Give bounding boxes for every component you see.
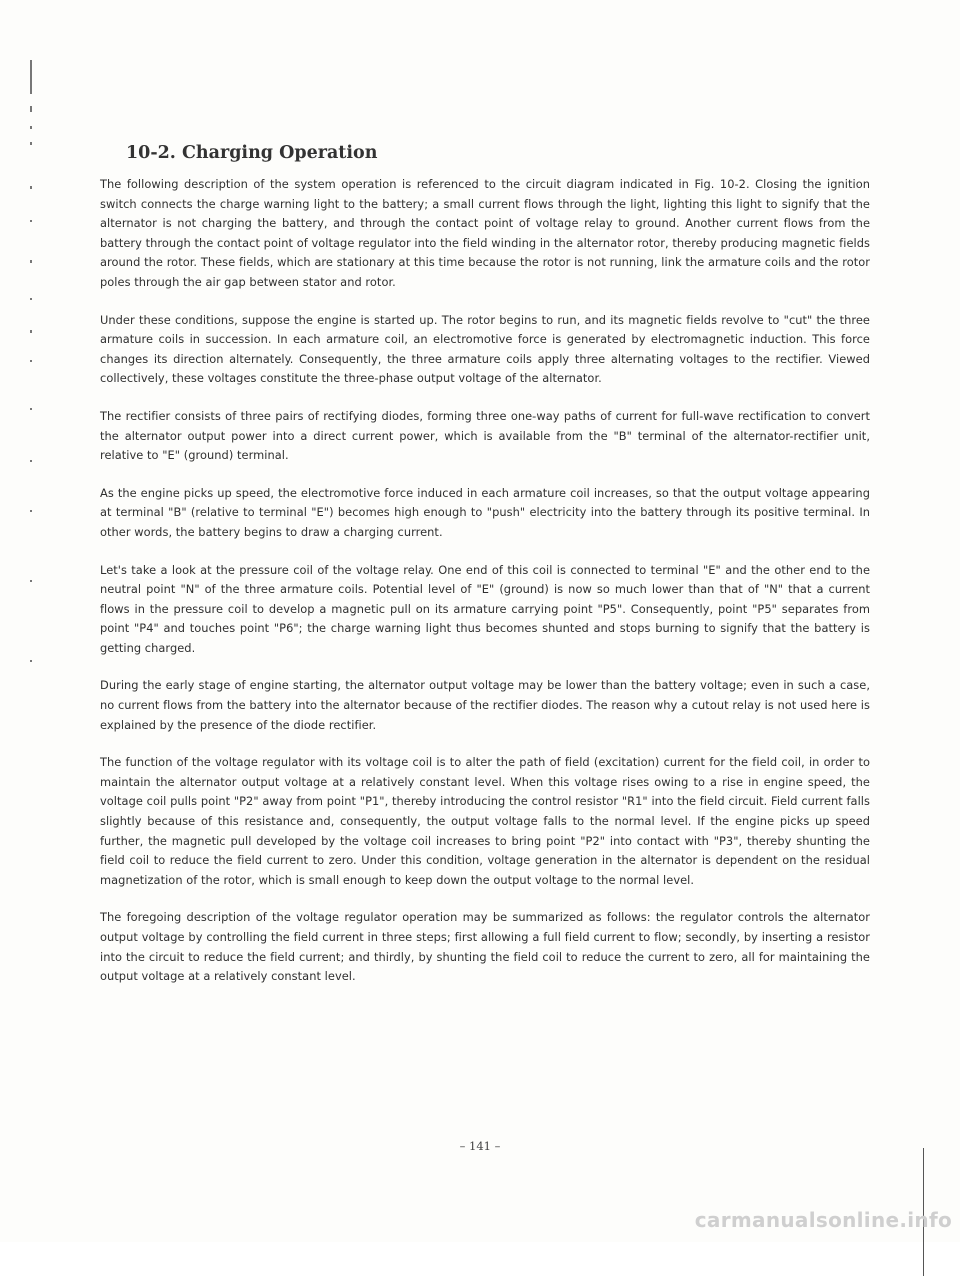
document-body — [100, 143, 870, 1005]
paragraph-6: During the early stage of engine starting, the alternator output voltage may be lower than the battery voltage; even in such a case, no current flows from the battery into the alternator because of the rectifier diodes. The reason why a cutout relay is not used here is explained by the presence of the diode rectifier. — [100, 678, 870, 732]
paragraph-3: The rectifier consists of three pairs of rectifying diodes, forming three one-way paths of current for full-wave rectification to convert the alternator output power into a direct current power, which is available from the "B" terminal of the alternator-rectifier unit, relative to "E" (ground) terminal. — [100, 408, 870, 463]
paragraph-2: Under these conditions, suppose the engine is started up. The rotor begins to run, and its magnetic fields revolve to "cut" the three armature coils in succession. In each armature coil, an electromotive force is generated by electromagnetic induction. This force changes its direction alternately. Consequently, the three armature coils apply three alternating voltages to the rectifier. Viewed collectively, these voltages constitute the three-phase output voltage of the alternator. — [100, 312, 870, 386]
paragraph-1: The following description of the system operation is referenced to the circuit diagram indicated in Fig. 10-2. Closing the ignition switch connects the charge warning light to the battery; a small current flows through the light, lighting this light to signify that the alternator is not charging the battery, and through the contact point of voltage relay to ground. Another current flows from the battery through the contact point of voltage regulator into the field winding in the alternator rotor, thereby producing magnetic fields around the rotor. These fields, which are stationary at this time because the rotor is not running, link the armature coils and the rotor poles through the air gap between stator and rotor. — [100, 177, 870, 289]
scan-edge-marks — [30, 60, 32, 680]
page-number: – 141 – — [459, 1139, 501, 1153]
paragraph-7: The function of the voltage regulator with its voltage coil is to alter the path of field (excitation) current for the field coil, in order to maintain the alternator output voltage at a relatively constant level. When this voltage rises owing to a rise in engine speed, the voltage coil pulls point "P2" away from point "P1", thereby introducing the control resistor "R1" into the field circuit. Field current falls slightly because of this resistance and, consequently, the output voltage falls to the normal level. If the engine picks up speed further, the magnetic pull developed by the voltage coil increases to bring point "P2" into contact with "P3", thereby shunting the field coil to reduce the field current to zero. Under this condition, voltage generation in the alternator is dependent on the residual magnetization of the rotor, which is small enough to keep down the output voltage to the normal level. — [100, 755, 870, 887]
paragraph-8: The foregoing description of the voltage regulator operation may be summarized as follows: the regulator controls the alternator output voltage by controlling the field current in three steps; first allowing a full field current to flow; secondly, by inserting a resistor into the circuit to reduce the field current; and thirdly, by shunting the field coil to reduce the current to zero, all for maintaining the output voltage at a relatively constant level. — [100, 910, 870, 984]
watermark: carmanualsonline.info — [694, 1208, 952, 1232]
paragraph-5: Let's take a look at the pressure coil of the voltage relay. One end of this coil is connected to terminal "E" and the other end to the neutral point "N" of the three armature coils. Potential level of "E" (ground) is now so much lower than that of "N" that a current flows in the pressure coil to develop a magnetic pull on its armature carrying point "P5". Consequently, point "P5" separates from point "P4" and touches point "P6"; the charge warning light thus becomes shunted and stops burning to signify that the battery is getting charged. — [100, 562, 870, 655]
paragraph-4: As the engine picks up speed, the electromotive force induced in each armature coil increases, so that the output voltage appearing at terminal "B" (relative to terminal "E") becomes high enough to "push" electricity into the battery through its positive terminal. In other words, the battery begins to draw a charging current. — [100, 485, 870, 539]
section-title: 10-2. Charging Operation — [126, 143, 378, 163]
